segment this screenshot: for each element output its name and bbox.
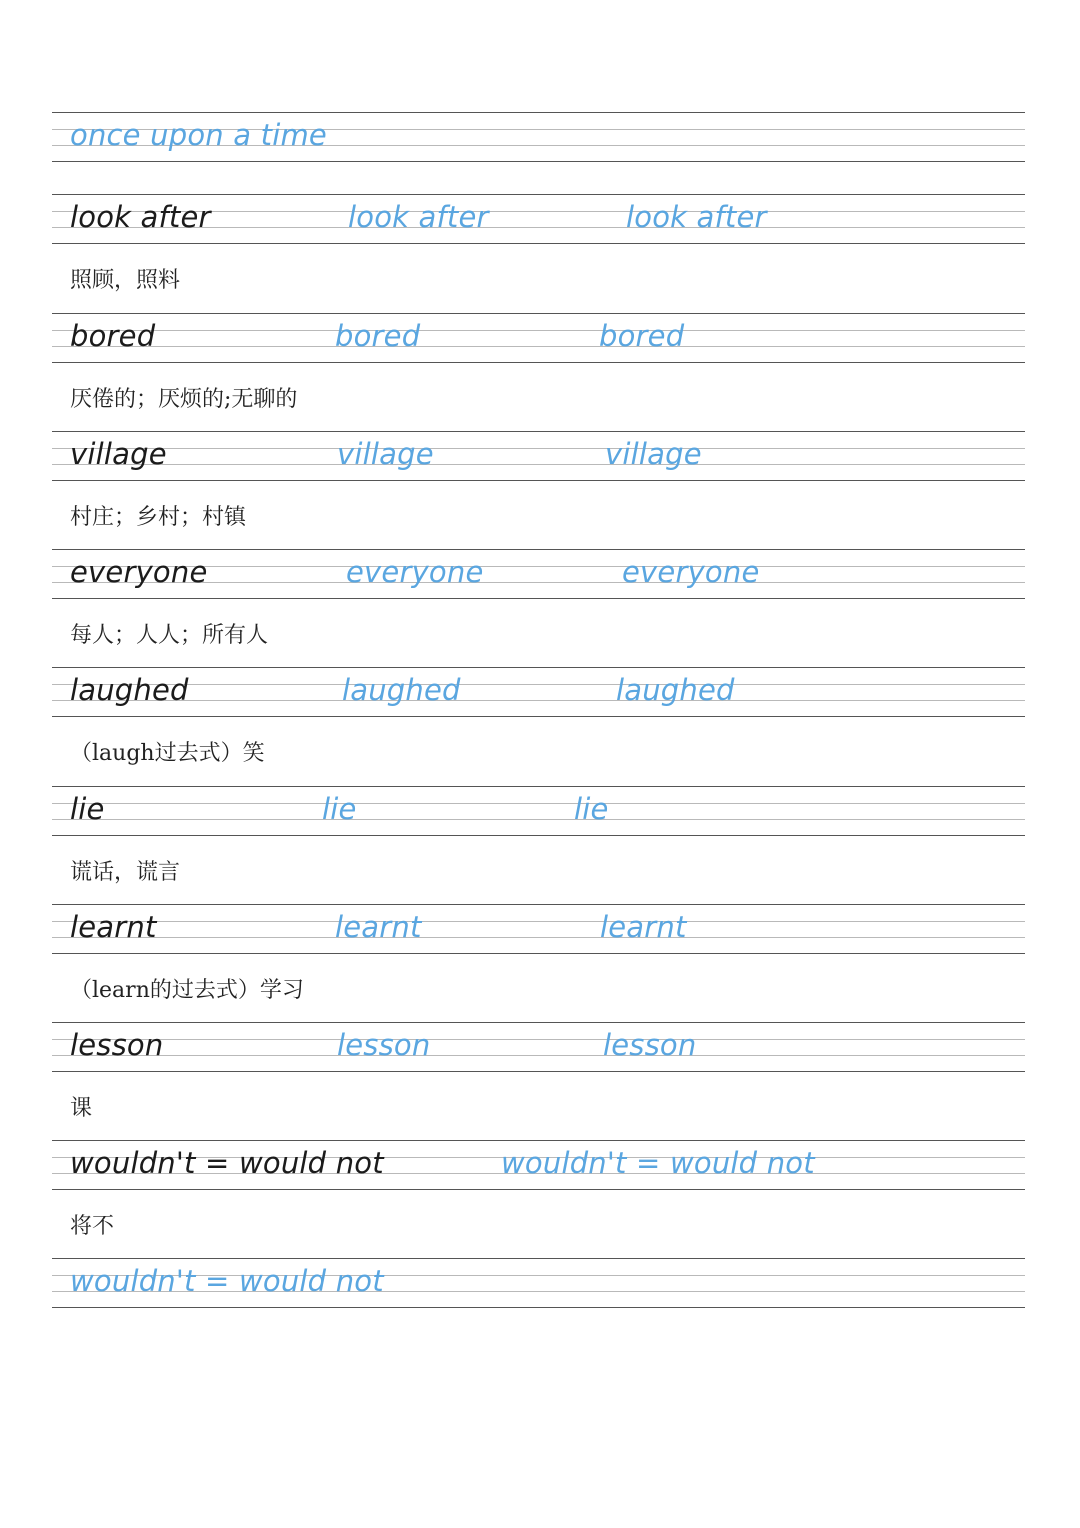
rule-line (52, 313, 1025, 314)
rule-line (52, 1307, 1025, 1308)
trace-word: bored (599, 319, 685, 353)
guide-line (52, 346, 1025, 347)
model-word: everyone (70, 555, 208, 589)
meaning-text: 谎话，谎言 (70, 860, 181, 885)
trace-word: bored (335, 319, 421, 353)
rule-line (52, 243, 1025, 244)
trace-word: lesson (337, 1028, 431, 1062)
meaning-text: （learn的过去式）学习 (70, 978, 304, 1003)
trace-word: learnt (600, 910, 687, 944)
guide-line (52, 921, 1025, 922)
model-word: laughed (70, 673, 189, 707)
trace-word: look after (626, 200, 767, 234)
writing-row-9 (52, 1140, 1025, 1190)
writing-row-7 (52, 904, 1025, 954)
rule-line (52, 1258, 1025, 1259)
rule-line (52, 598, 1025, 599)
rule-line (52, 1071, 1025, 1072)
meaning-text: 课 (70, 1096, 93, 1121)
meaning-text: 将不 (70, 1214, 115, 1239)
trace-word: once upon a time (70, 118, 327, 152)
writing-row-10 (52, 1258, 1025, 1308)
trace-word: village (337, 437, 434, 471)
meaning-text: 村庄；乡村；村镇 (70, 505, 247, 530)
writing-row-5 (52, 667, 1025, 717)
trace-word: look after (348, 200, 489, 234)
guide-line (52, 448, 1025, 449)
guide-line (52, 700, 1025, 701)
model-word: wouldn't = would not (70, 1146, 384, 1180)
rule-line (52, 835, 1025, 836)
guide-line (52, 464, 1025, 465)
rule-line (52, 953, 1025, 954)
trace-word: village (605, 437, 702, 471)
rule-line (52, 480, 1025, 481)
trace-word: laughed (342, 673, 461, 707)
trace-word: wouldn't = would not (70, 1264, 384, 1298)
trace-word: lie (322, 792, 357, 826)
trace-word: lie (574, 792, 609, 826)
model-word: lie (70, 792, 105, 826)
guide-line (52, 684, 1025, 685)
model-word: learnt (70, 910, 157, 944)
trace-word: learnt (335, 910, 422, 944)
trace-word: wouldn't = would not (501, 1146, 815, 1180)
writing-row-2 (52, 313, 1025, 363)
trace-word: laughed (616, 673, 735, 707)
guide-line (52, 819, 1025, 820)
writing-row-8 (52, 1022, 1025, 1072)
rule-line (52, 431, 1025, 432)
model-word: village (70, 437, 167, 471)
writing-row-0 (52, 112, 1025, 162)
meaning-text: （laugh过去式）笑 (70, 741, 265, 766)
rule-line (52, 904, 1025, 905)
rule-line (52, 667, 1025, 668)
rule-line (52, 362, 1025, 363)
guide-line (52, 1039, 1025, 1040)
trace-word: everyone (346, 555, 484, 589)
model-word: lesson (70, 1028, 164, 1062)
meaning-text: 厌倦的；厌烦的;无聊的 (70, 387, 298, 412)
rule-line (52, 786, 1025, 787)
rule-line (52, 161, 1025, 162)
rule-line (52, 1022, 1025, 1023)
guide-line (52, 803, 1025, 804)
writing-row-6 (52, 786, 1025, 836)
rule-line (52, 194, 1025, 195)
writing-row-4 (52, 549, 1025, 599)
rule-line (52, 716, 1025, 717)
rule-line (52, 1140, 1025, 1141)
model-word: look after (70, 200, 211, 234)
rule-line (52, 549, 1025, 550)
guide-line (52, 330, 1025, 331)
model-word: bored (70, 319, 156, 353)
guide-line (52, 937, 1025, 938)
writing-row-1 (52, 194, 1025, 244)
rule-line (52, 1189, 1025, 1190)
meaning-text: 每人；人人；所有人 (70, 623, 269, 648)
trace-word: everyone (622, 555, 760, 589)
guide-line (52, 1055, 1025, 1056)
meaning-text: 照顾，照料 (70, 268, 181, 293)
trace-word: lesson (603, 1028, 697, 1062)
rule-line (52, 112, 1025, 113)
writing-row-3 (52, 431, 1025, 481)
